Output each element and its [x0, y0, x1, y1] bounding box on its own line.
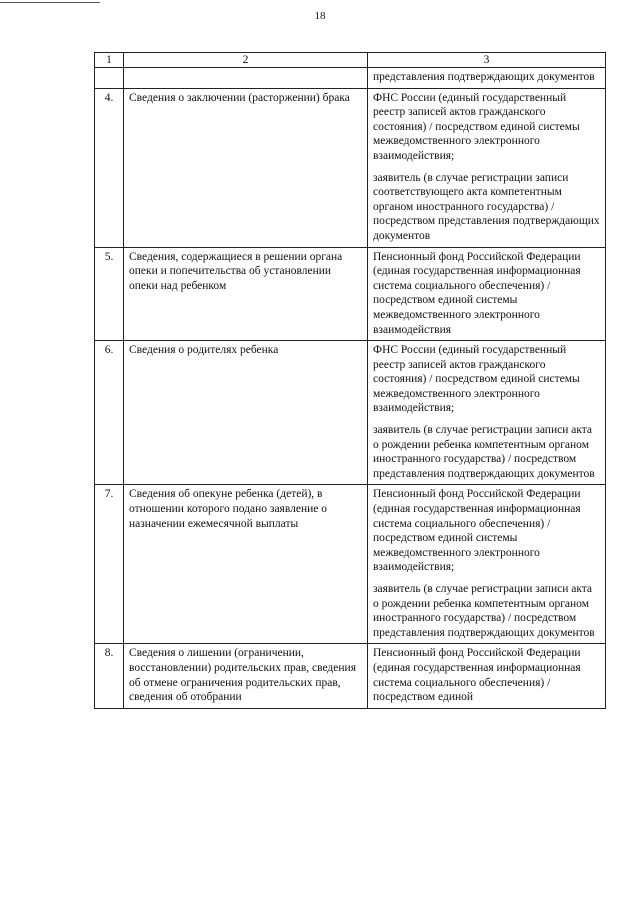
row-number-cell: 5.	[95, 247, 124, 341]
row-number-cell: 8.	[95, 644, 124, 708]
source-paragraph: Пенсионный фонд Российской Федерации (единая государственная информационная система социального обеспечения) / посредством единой	[373, 647, 581, 704]
page-number: 18	[314, 10, 326, 22]
information-cell: Сведения об опекуне ребенка (детей), в отношении которого подано заявление о назначении ежемесячной выплаты	[124, 485, 368, 644]
table-row	[95, 644, 606, 708]
information-cell: Сведения, содержащиеся в решении органа опеки и попечительства об установлении опеки над ребенком	[124, 247, 368, 341]
column-header-2: 2	[124, 53, 368, 68]
scan-corner-line	[0, 2, 100, 3]
information-cell: Сведения о лишении (ограничении, восстановлении) родительских прав, сведения об отмене ограничения родительских прав, сведения об отобрании	[124, 644, 368, 708]
table-row	[95, 247, 606, 341]
table-row	[95, 341, 606, 485]
table-header-row	[95, 53, 606, 68]
row-number-cell	[95, 68, 124, 89]
information-cell: Сведения о родителях ребенка	[124, 341, 368, 485]
source-cell	[368, 68, 606, 89]
information-cell: Сведения о заключении (расторжении) брака	[124, 88, 368, 247]
column-header-1: 1	[95, 53, 124, 68]
row-number-cell: 6.	[95, 341, 124, 485]
information-cell	[124, 68, 368, 89]
source-cell	[368, 88, 606, 247]
source-cell	[368, 485, 606, 644]
document-table	[94, 52, 606, 709]
source-paragraph: заявитель (в случае регистрации записи соответствующего акта компетентным органом иностранного государства) / посредством представления подтверждающих документов	[373, 171, 600, 242]
table-row	[95, 485, 606, 644]
source-paragraph: Пенсионный фонд Российской Федерации (единая государственная информационная система социального обеспечения) / посредством единой системы межведомственного электронного взаимодействия;	[373, 488, 581, 574]
source-paragraph: ФНС России (единый государственный реестр записей актов гражданского состояния) / посредством единой системы межведомственного электронного взаимодействия;	[373, 344, 580, 415]
table-row	[95, 88, 606, 247]
source-paragraph: заявитель (в случае регистрации записи акта о рождении ребенка компетентным органом иностранного государства) / посредством представления подтверждающих документов	[373, 583, 595, 639]
table-row	[95, 68, 606, 89]
source-paragraph: заявитель (в случае регистрации записи акта о рождении ребенка компетентным органом иностранного государства) / посредством представления подтверждающих документов	[373, 424, 595, 480]
source-cell	[368, 341, 606, 485]
source-paragraph: представления подтверждающих документов	[373, 71, 595, 83]
source-cell	[368, 644, 606, 708]
column-header-3: 3	[368, 53, 606, 68]
row-number-cell: 7.	[95, 485, 124, 644]
row-number-cell: 4.	[95, 88, 124, 247]
source-paragraph: ФНС России (единый государственный реестр записей актов гражданского состояния) / посредством единой системы межведомственного электронного взаимодействия;	[373, 91, 580, 162]
source-paragraph: Пенсионный фонд Российской Федерации (единая государственная информационная система социального обеспечения) / посредством единой системы межведомственного электронного взаимодействия	[373, 250, 581, 336]
source-cell	[368, 247, 606, 341]
